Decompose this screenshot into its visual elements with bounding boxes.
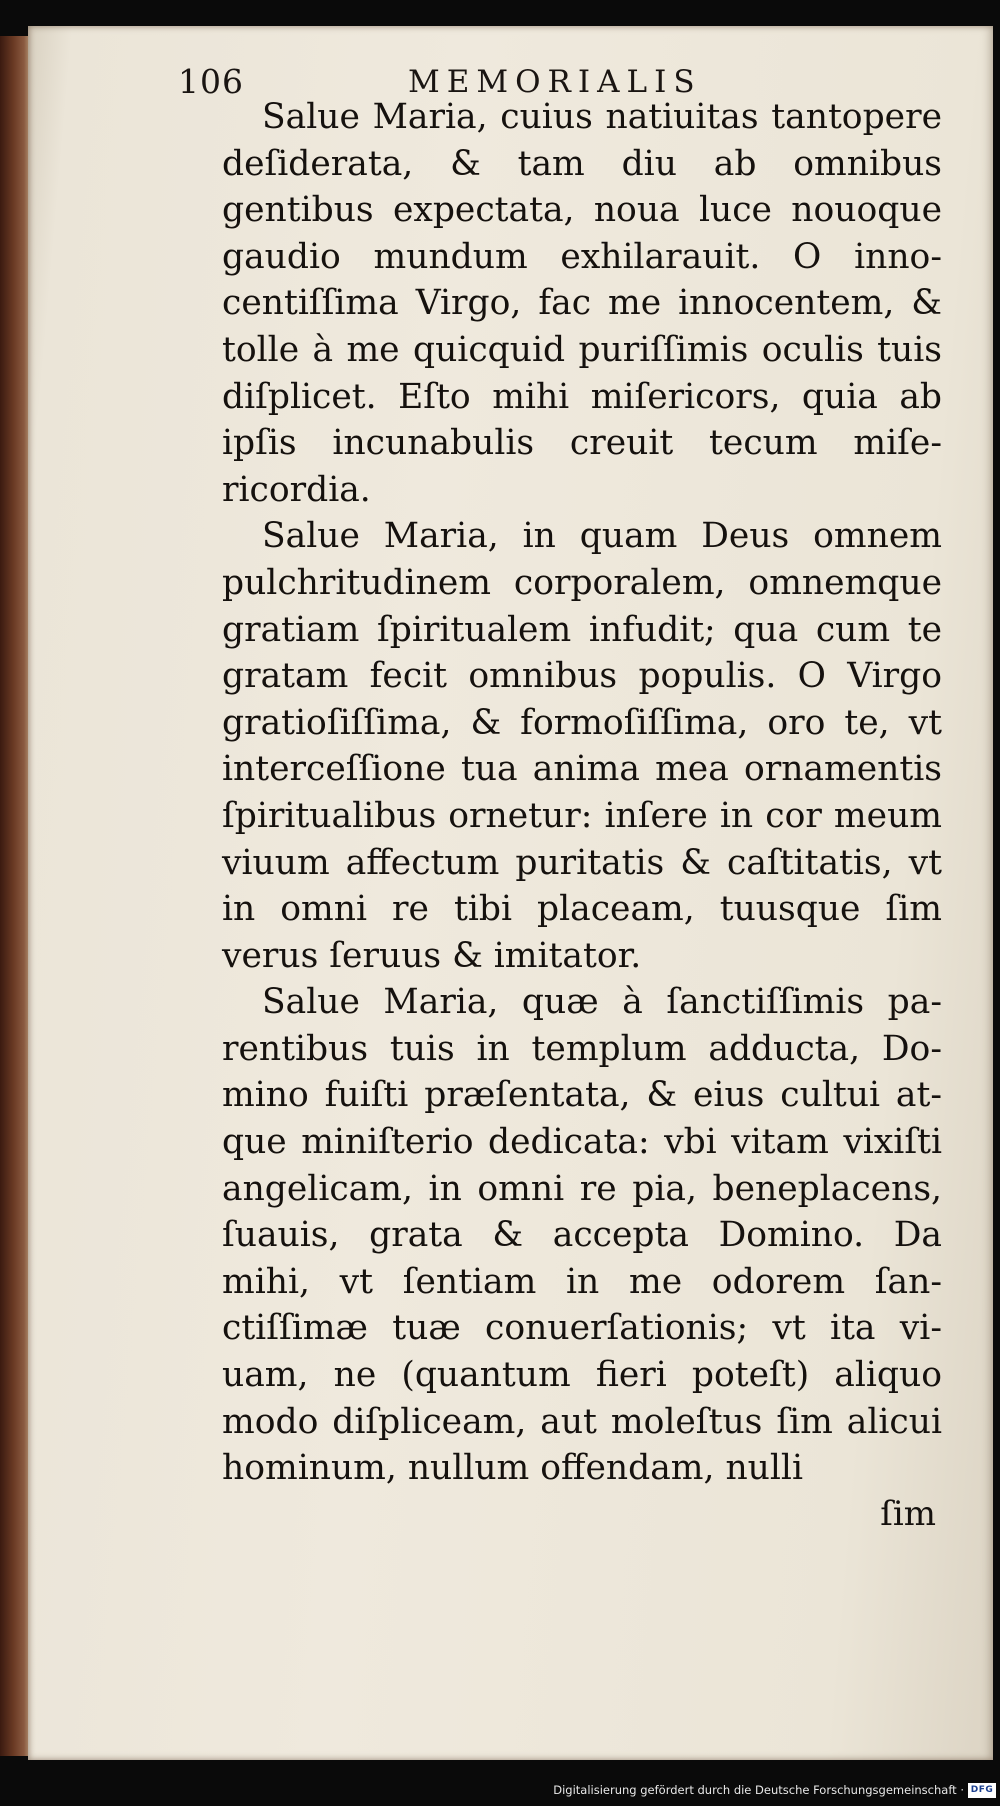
catchword: ſim — [880, 1493, 936, 1534]
running-head: MEMORIALIS — [408, 64, 702, 100]
paragraph-3: Salue Maria, quæ à ſanctiſſimis parentibus tuis in templum adducta, Domino fuiſti præſentata, & eius cultui atque miniſterio dedicata: vbi vitam vixiſti angelicam, in omni re pia, beneplacens, ſuauis, grata & accepta Domino. Da mihi, vt ſentiam in me odorem ſanctiſſimæ tuæ conuerſationis; vt ita viuam, ne (quantum fieri poteſt) aliquo modo diſpliceam, aut moleſtus ſim alicui hominum, nullum offendam, nulli — [222, 982, 942, 1489]
text-block — [222, 94, 942, 1536]
paragraph-1: Salue Maria, cuius natiuitas tantopere deſiderata, & tam diu ab omnibus gentibus expectata, noua luce nouoque gaudio mundum exhilarauit. O innocentiſſima Virgo, fac me innocentem, & tolle à me quicquid puriſſimis oculis tuis diſplicet. Eſto mihi miſericors, quia ab ipſis incunabulis creuit tecum miſericordia. — [222, 97, 942, 510]
funding-credit: Digitalisierung gefördert durch die Deutsche Forschungsgemeinschaft · — [553, 1783, 964, 1797]
dfg-logo: DFG — [968, 1783, 996, 1798]
page-number: 106 — [178, 62, 244, 101]
book-spine-edge — [0, 36, 30, 1756]
paragraph-2: Salue Maria, in quam Deus omnem pulchritudinem corporalem, omnemque gratiam ſpiritualem infudit; qua cum te gratam fecit omnibus populis. O Virgo gratioſiſſima, & formoſiſſima, oro te, vt interceſſione tua anima mea ornamentis ſpiritualibus ornetur: inſere in cor meum viuum affectum puritatis & caſtitatis, vt in omni re tibi placeam, tuusque ſim verus ſeruus & imitator. — [222, 516, 942, 976]
digitization-footer — [0, 1780, 1000, 1806]
